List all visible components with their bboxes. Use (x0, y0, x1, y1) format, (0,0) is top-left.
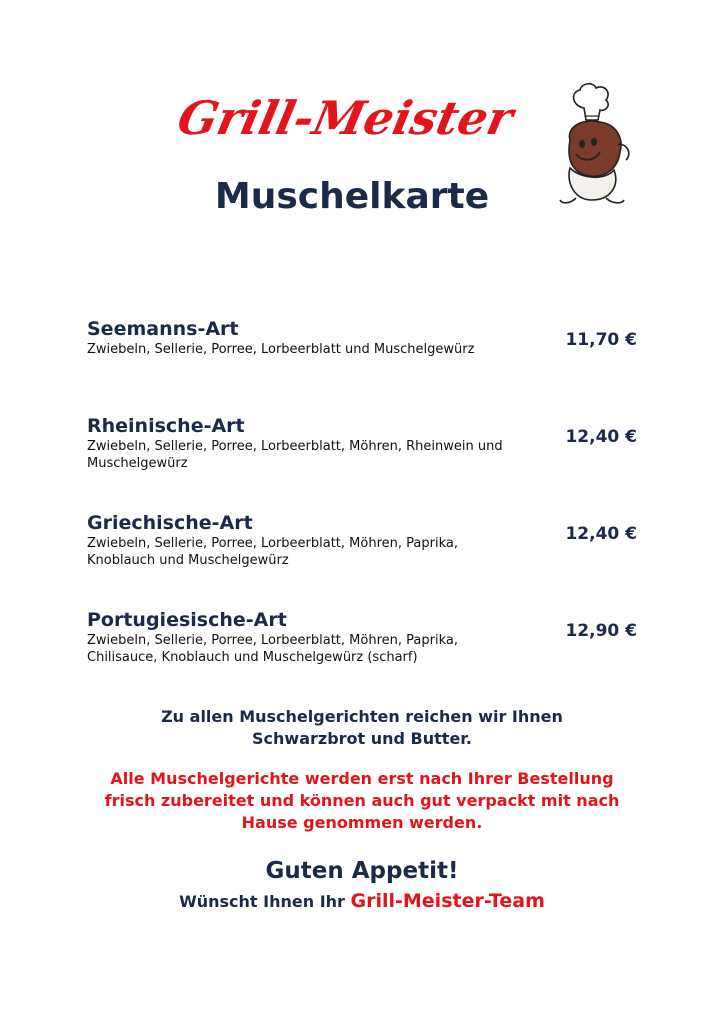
menu-item (87, 609, 647, 706)
signature-team: Grill-Meister-Team (350, 890, 545, 912)
bread-note (0, 706, 724, 750)
fresh-note-line: frisch zubereitet und können auch gut verpackt mit nach (104, 791, 620, 810)
menu-item-name: Portugiesische-Art (87, 609, 287, 631)
menu-item-description: Zwiebeln, Sellerie, Porree, Lorbeerblatt und Muschelgewürz (87, 342, 475, 357)
team-signature (0, 890, 724, 912)
menu-item-price: 12,90 € (565, 621, 637, 641)
fresh-note-line: Alle Muschelgerichte werden erst nach Ihrer Bestellung (110, 769, 614, 788)
fresh-preparation-note (0, 768, 724, 834)
menu-item-name: Rheinische-Art (87, 415, 245, 437)
grill-meister-logo (172, 84, 532, 154)
menu-item-description: Zwiebeln, Sellerie, Porree, Lorbeerblatt, Möhren, Paprika, Chilisauce, Knoblauch und Muschelgewürz (scharf) (87, 633, 458, 665)
bread-note-line: Zu allen Muschelgerichten reichen wir Ihnen (161, 707, 563, 726)
menu-item-price: 11,70 € (565, 330, 637, 350)
logo-text: Grill-Meister (173, 90, 518, 145)
fresh-note-line: Hause genommen werden. (241, 813, 483, 832)
bread-note-line: Schwarzbrot und Butter. (252, 729, 472, 748)
menu-item (87, 415, 647, 512)
menu-item (87, 318, 647, 415)
guten-appetit-heading: Guten Appetit! (265, 858, 459, 884)
page-title: Muschelkarte (214, 176, 490, 217)
menu-list (87, 318, 647, 706)
menu-item-price: 12,40 € (565, 524, 637, 544)
menu-item-description: Zwiebeln, Sellerie, Porree, Lorbeerblatt, Möhren, Paprika, Knoblauch und Muschelgewürz (87, 536, 458, 568)
menu-item-description: Zwiebeln, Sellerie, Porree, Lorbeerblatt, Möhren, Rheinwein und Muschelgewürz (87, 439, 503, 471)
menu-item (87, 512, 647, 609)
menu-item-price: 12,40 € (565, 427, 637, 447)
menu-item-name: Griechische-Art (87, 512, 253, 534)
signature-wish: Wünscht Ihnen Ihr (179, 892, 345, 911)
menu-item-name: Seemanns-Art (87, 318, 239, 340)
